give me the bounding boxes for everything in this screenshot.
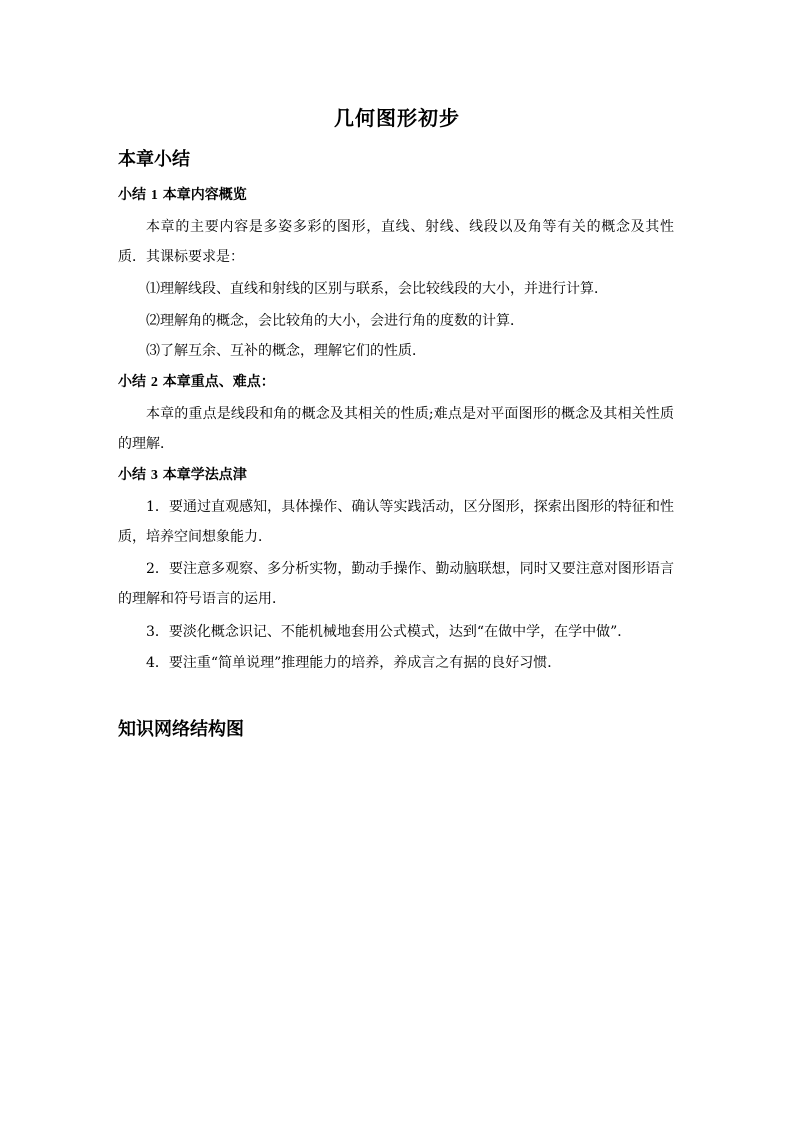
summary-3-heading <box>118 466 247 485</box>
summary-1-text: 本章内容概览 <box>162 187 247 203</box>
section-heading-knowledge-network: 知识网络结构图 <box>118 719 244 740</box>
summary-2-number: 2 <box>150 375 158 390</box>
summary-3-number: 3 <box>150 468 158 483</box>
method-item-1: 1．要通过直观感知，具体操作、确认等实践活动，区分图形，探索出图形的特征和性质，培养空间想象能力． <box>118 499 674 545</box>
summary-2-paragraph: 本章的重点是线段和角的概念及其相关的性质;难点是对平面图形的概念及其相关性质的理解． <box>118 406 674 452</box>
summary-1-heading <box>118 186 247 205</box>
summary-3-label: 小结 <box>118 467 146 483</box>
method-item-2: 2．要注意多观察、多分析实物，勤动手操作、勤动脑联想，同时又要注意对图形语言的理解和符号语言的运用． <box>118 561 674 607</box>
method-item-4: 4．要注重“简单说理”推理能力的培养，养成言之有据的良好习惯． <box>146 655 562 671</box>
summary-3-text: 本章学法点津 <box>162 467 247 483</box>
requirement-item-1: ⑴理解线段、直线和射线的区别与联系，会比较线段的大小，并进行计算． <box>146 281 608 297</box>
summary-2-text: 本章重点、难点： <box>162 374 275 390</box>
summary-1-number: 1 <box>150 188 158 203</box>
summary-1-label: 小结 <box>118 187 146 203</box>
method-item-3: 3．要淡化概念识记、不能机械地套用公式模式，达到“在做中学，在学中做”． <box>146 624 632 640</box>
requirement-item-3: ⑶了解互余、互补的概念，理解它们的性质． <box>146 343 426 359</box>
summary-1-intro-paragraph: 本章的主要内容是多姿多彩的图形，直线、射线、线段以及角等有关的概念及其性质．其课标要求是： <box>118 219 674 265</box>
requirement-item-2: ⑵理解角的概念，会比较角的大小，会进行角的度数的计算． <box>146 313 524 329</box>
section-heading-chapter-summary: 本章小结 <box>118 149 190 170</box>
summary-2-label: 小结 <box>118 374 146 390</box>
document-title: 几何图形初步 <box>334 106 460 130</box>
summary-2-heading <box>118 373 275 392</box>
